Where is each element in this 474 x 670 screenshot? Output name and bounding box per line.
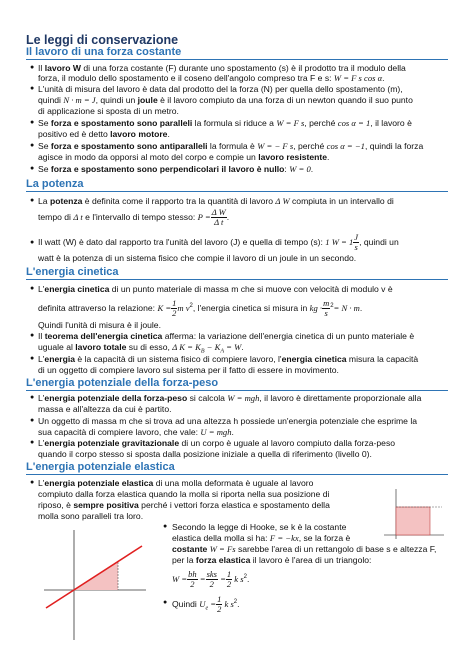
bullet-icon: ● xyxy=(30,332,35,339)
elastica-line-2: compiuto dalla forza elastica quando la molla si riporta nella sua posizione di xyxy=(38,489,330,499)
cinetica-line-7: di un oggetto di compiere lavoro sul sistema per il fatto di essere in movimento. xyxy=(38,365,339,375)
graph-force-line xyxy=(46,546,142,608)
half-fraction: $\frac{1}{2}$ xyxy=(226,569,232,590)
peso-line-5: L'energia potenziale gravitazionale di un corpo è uguale al lavoro compiuto dalla forza-peso xyxy=(38,438,396,448)
bullet-icon: ● xyxy=(30,285,35,292)
cinetica-line-4: Il teorema dell'energia cinetica afferma: la variazione dell'energia cinetica di un punto materiale è xyxy=(38,331,415,341)
bullet-icon: ● xyxy=(30,355,35,362)
elastica-line-10: Quindi $U_e$ = $\frac{1}{2}$ k $s^2$. xyxy=(172,594,240,615)
elastica-line-7: costante W = Fs sarebbe l'area di un rettangolo di base s e altezza F, xyxy=(172,544,437,554)
lavoro-line-7: positivo ed è detto lavoro motore. xyxy=(38,129,170,139)
watt-fraction: $\frac{J}{s}$ xyxy=(354,232,359,253)
cinetica-line-2: definita attraverso la relazione: K = $\frac{1}{2}$ m $v^2$, l'energia cinetica si misura in kg · $\frac{m}{s}$ $^2$= N · m. xyxy=(38,298,363,319)
lavoro-line-9: agisce in modo da opporsi al moto del corpo e compie un lavoro resistente. xyxy=(38,152,330,162)
bullet-icon: ● xyxy=(30,64,35,71)
peso-line-6: quando il corpo stesso si sposta dalla posizione iniziale a quella di riferimento (livello 0). xyxy=(38,449,372,459)
elastica-line-1: L'energia potenziale elastica di una molla deformata è uguale al lavoro xyxy=(38,478,314,488)
peso-line-2: massa e all'altezza da cui è partito. xyxy=(38,404,172,414)
bullet-icon: ● xyxy=(163,599,168,606)
page-title: Le leggi di conservazione xyxy=(26,33,179,47)
potenza-line-4: watt è la potenza di un sistema fisico che compie il lavoro di un joule in un secondo. xyxy=(38,253,357,263)
lavoro-line-4: quindi N · m = J, quindi un joule è il lavoro compiuto da una forza di un newton quando il suo punto xyxy=(38,95,413,105)
lavoro-line-5: di applicazione si sposta di un metro. xyxy=(38,106,179,116)
heading-potenza: La potenza xyxy=(26,178,84,190)
bh-fraction: $\frac{bh}{2}$ xyxy=(188,569,197,590)
work-rectangle-graph xyxy=(376,485,448,541)
elastica-line-9: W = $\frac{bh}{2}$ = $\frac{\text{sks}}{2}$ = $\frac{1}{2}$ k $s^2$. xyxy=(172,569,250,590)
bullet-icon: ● xyxy=(30,85,35,92)
unit-fraction: $\frac{m}{s}$ xyxy=(323,298,330,319)
elastica-line-4: molla sono paralleli tra loro. xyxy=(38,511,144,521)
bullet-icon: ● xyxy=(30,417,35,424)
bullet-icon: ● xyxy=(30,142,35,149)
peso-line-4: sua capacità di compiere lavoro, che vale: U = mgh. xyxy=(38,427,234,437)
bullet-icon: ● xyxy=(30,394,35,401)
half-fraction: $\frac{1}{2}$ xyxy=(172,298,177,319)
lavoro-line-2: forza, il modulo dello spostamento e il coseno dell'angolo compreso tra F e s: W = F s cos α. xyxy=(38,73,385,83)
cinetica-line-6: L'energia è la capacità di un sistema fisico di compiere lavoro, l'energia cinetica misura la capacità xyxy=(38,354,419,364)
heading-rule xyxy=(26,279,448,280)
bullet-icon: ● xyxy=(30,197,35,204)
heading-cinetica: L'energia cinetica xyxy=(26,266,119,278)
potenza-line-2: tempo di Δ t e l'intervallo di tempo stesso: P = $\frac{\text{Δ W}}{\text{Δ t}}$ . xyxy=(38,207,230,228)
bullet-icon: ● xyxy=(30,165,35,172)
half-fraction: $\frac{1}{2}$ xyxy=(217,594,222,615)
lavoro-line-1: Il lavoro W di una forza costante (F) durante uno spostamento (s) è il prodotto tra il modulo della xyxy=(38,63,406,73)
power-fraction: $\frac{\text{Δ W}}{\text{Δ t}}$ xyxy=(211,207,226,228)
peso-line-3: Un oggetto di massa m che si trova ad una altezza h possiede un'energia potenziale che esprime la xyxy=(38,416,418,426)
heading-lavoro: Il lavoro di una forza costante xyxy=(26,46,182,58)
lavoro-line-8: Se forza e spostamento sono antiparalleli la formula è W = − F s, perché cos α = −1, quindi la forza xyxy=(38,141,424,151)
graph-rectangle xyxy=(396,507,430,535)
bullet-icon: ● xyxy=(30,239,35,246)
potenza-line-3: Il watt (W) è dato dal rapporto tra l'unità del lavoro (J) e quella di tempo (s): 1 W = 1 $\frac{J}{s}$ , quindi un xyxy=(38,232,399,253)
heading-rule xyxy=(26,474,448,475)
elastica-line-5: Secondo la legge di Hooke, se k è la costante xyxy=(172,522,347,532)
bullet-icon: ● xyxy=(163,523,168,530)
elastica-line-3: riposo, è sempre positiva perché i vettori forza elastica e spostamento della xyxy=(38,500,330,510)
heading-rule xyxy=(26,390,448,391)
heading-rule xyxy=(26,59,448,60)
bullet-icon: ● xyxy=(30,439,35,446)
lavoro-line-10: Se forza e spostamento sono perpendicolari il lavoro è nullo: W = 0. xyxy=(38,164,314,174)
sks-fraction: $\frac{\text{sks}}{2}$ xyxy=(206,569,217,590)
heading-peso: L'energia potenziale della forza-peso xyxy=(26,377,219,389)
bullet-icon: ● xyxy=(30,479,35,486)
heading-rule xyxy=(26,191,448,192)
heading-elastica: L'energia potenziale elastica xyxy=(26,461,175,473)
lavoro-line-6: Se forza e spostamento sono paralleli la formula si riduce a W = F s, perché cos α = 1, il lavoro è xyxy=(38,118,412,128)
lavoro-line-3: L'unità di misura del lavoro è data dal prodotto del la forza (N) per quella dello spostamento (m), xyxy=(38,84,403,94)
peso-line-1: L'energia potenziale della forza-peso si calcola W = mgh, il lavoro è direttamente proporzionale alla xyxy=(38,393,422,403)
cinetica-line-5: uguale al lavoro totale su di esso, Δ $K = K_B - K_A = W$. xyxy=(38,342,244,355)
elastica-line-6: elastica della molla si ha: F = −kx, se la forza è xyxy=(172,533,351,543)
cinetica-line-3: Quindi l'unità di misura è il joule. xyxy=(38,320,161,330)
potenza-line-1: La potenza è definita come il rapporto tra la quantità di lavoro Δ W compiuta in un intervallo di xyxy=(38,196,394,206)
cinetica-line-1: L'energia cinetica di un punto materiale di massa m che si muove con velocità di modulo v è xyxy=(38,284,393,294)
elastica-line-8: per la forza elastica il lavoro è l'area di un triangolo: xyxy=(172,555,372,565)
bullet-icon: ● xyxy=(30,119,35,126)
hooke-triangle-graph xyxy=(40,526,150,644)
